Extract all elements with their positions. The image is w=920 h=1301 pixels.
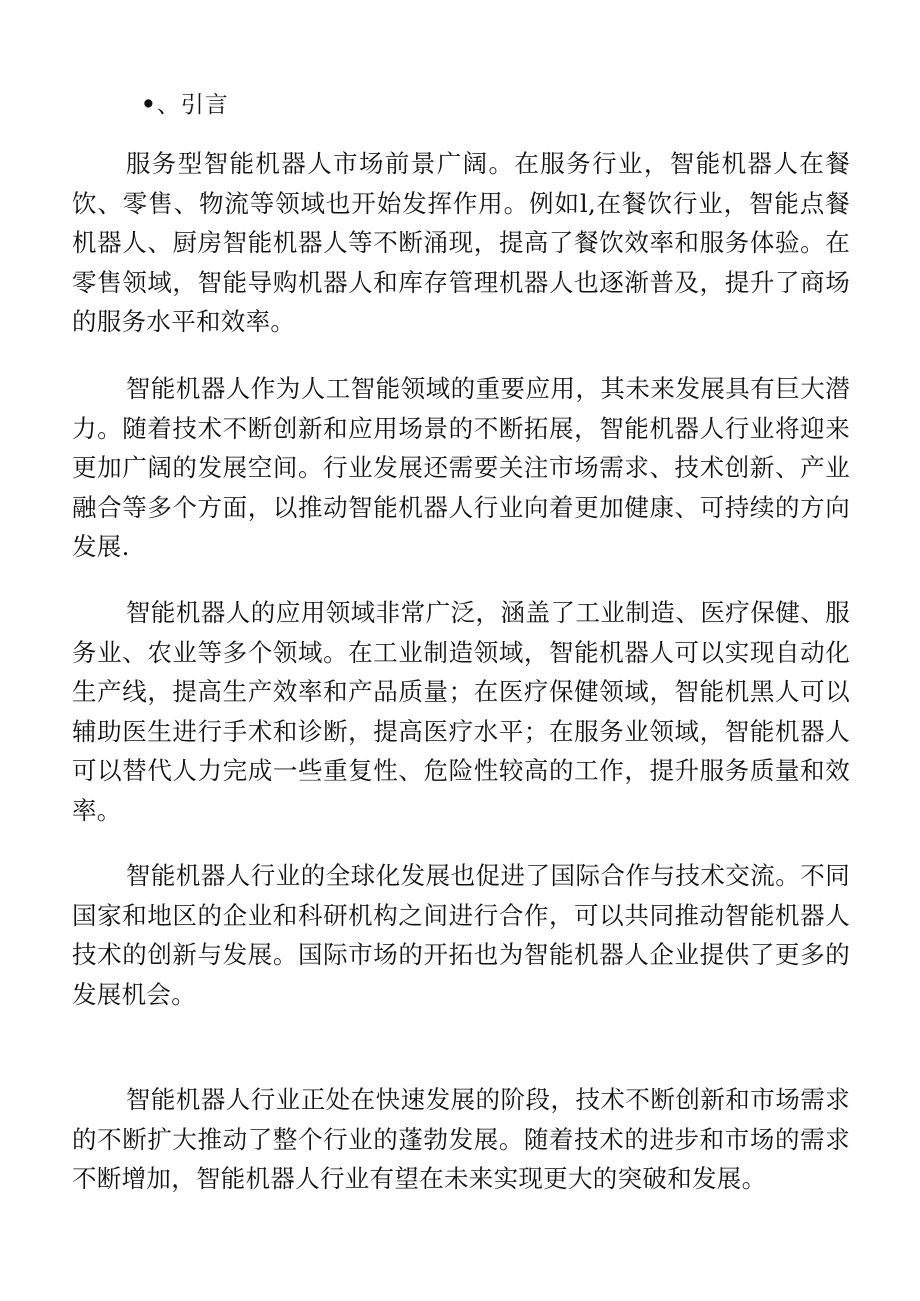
paragraph-future-potential: 智能机器人作为人工智能领域的重要应用，其未来发展具有巨大潜力。随着技术不断创新和应用场景的不断拓展，智能机器人行业将迎来更加广阔的发展空间。行业发展还需要关注市场需求、技术创新、产业融合等多个方面，以推动智能机器人行业向着更加健康、可持续的方向发展.: [72, 374, 850, 561]
paragraph-application-fields: 智能机器人的应用领域非常广泛，涵盖了工业制造、医疗保健、服务业、农业等多个领域。在工业制造领域，智能机器人可以实现自动化生产线，提高生产效率和产品质量；在医疗保健领域，智能机黑人可以辅助医生进行手术和诊断，提高医疗水平；在服务业领域，智能机器人可以替代人力完成一些重复性、危险性较高的工作，提升服务质量和效率。: [72, 598, 850, 825]
paragraph-globalization: 智能机器人行业的全球化发展也促进了国际合作与技术交流。不同国家和地区的企业和科研机构之间进行合作，可以共同推动智能机器人技术的创新与发展。国际市场的开拓也为智能机器人企业提供了更多的发展机会。: [72, 861, 850, 1009]
section-heading: [141, 88, 229, 122]
heading-text: 、引言: [156, 92, 229, 118]
paragraph-rapid-development: 智能机器人行业正处在快速发展的阶段，技术不断创新和市场需求的不断扩大推动了整个行业的蓬勃发展。随着技术的进步和市场的需求不断增加，智能机器人行业有望在未来实现更大的突破和发展。: [72, 1085, 850, 1193]
heading-bullet: •: [141, 91, 157, 118]
paragraph-service-robots: 服务型智能机器人市场前景广阔。在服务行业，智能机器人在餐饮、零售、物流等领域也开始发挥作用。例如l,在餐饮行业，智能点餐机器人、厨房智能机器人等不断涌现，提高了餐饮效率和服务体验。在零售领域，智能导购机器人和库存管理机器人也逐渐普及，提升了商场的服务水平和效率。: [72, 149, 850, 336]
